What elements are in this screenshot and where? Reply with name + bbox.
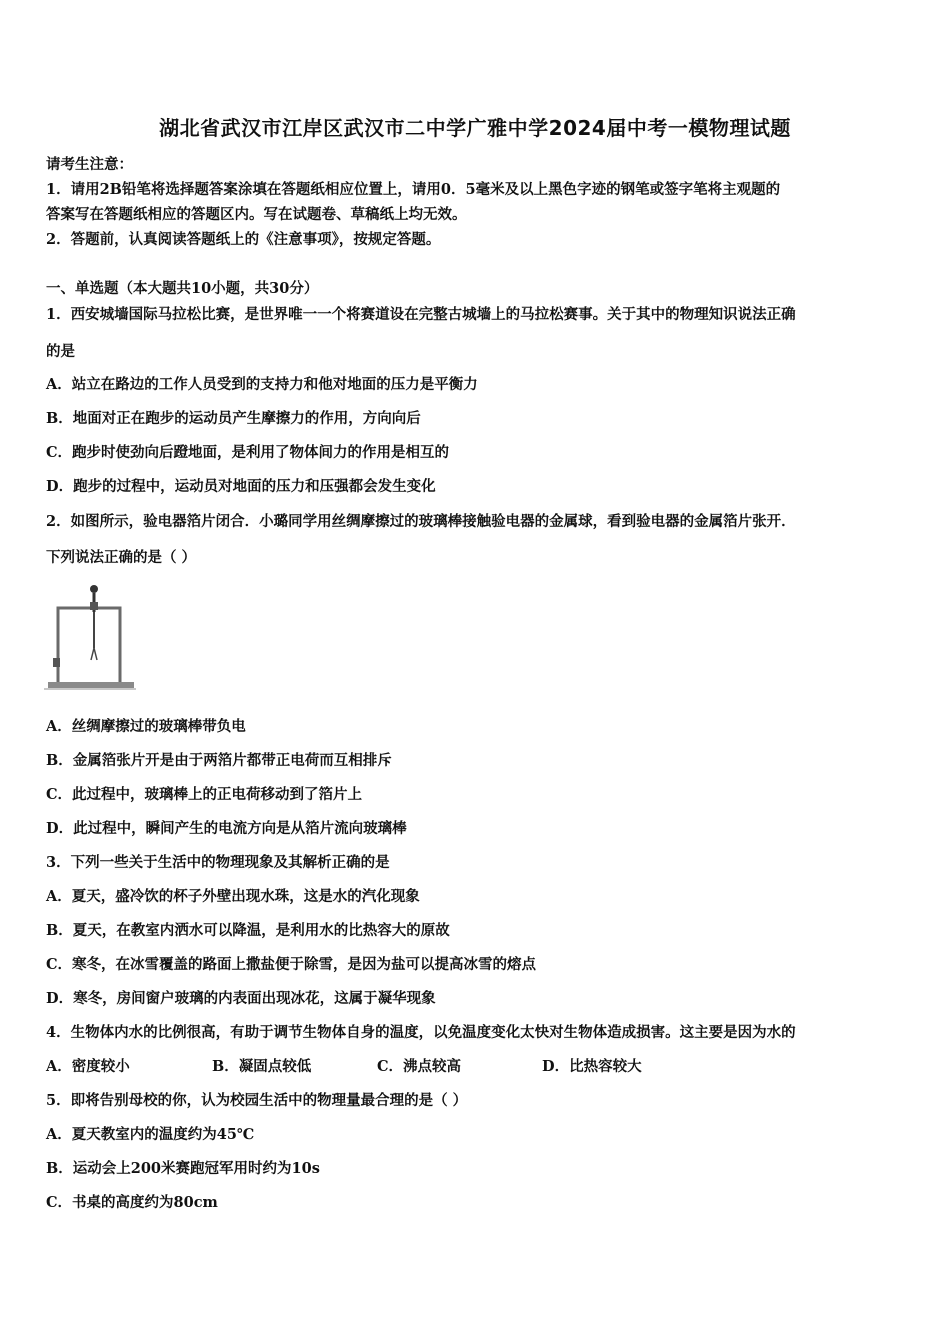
question-stem: 下列说法正确的是（ ） [46,549,197,566]
question-option: A．丝绸摩擦过的玻璃棒带负电 [46,718,246,735]
question-option: D．寒冬，房间窗户玻璃的内表面出现冰花，这属于凝华现象 [46,990,436,1007]
question-option: B．运动会上200米赛跑冠军用时约为10s [46,1160,320,1177]
electroscope-frame [58,608,120,684]
question-option: C．此过程中，玻璃棒上的正电荷移动到了箔片上 [46,786,363,803]
exam-title: 湖北省武汉市江岸区武汉市二中学广雅中学2024届中考一模物理试题 [159,116,791,140]
notice-item: 1．请用2B铅笔将选择题答案涂填在答题纸相应位置上，请用0．5毫米及以上黑色字迹的钢笔或签字笔将主观题的 [46,181,781,198]
question-stem: 的是 [46,343,75,360]
electroscope-figure [44,578,136,694]
question-option: C．跑步时使劲向后蹬地面，是利用了物体间力的作用是相互的 [46,444,450,461]
question-option: B．凝固点较低 [212,1058,312,1075]
question-option: D．跑步的过程中，运动员对地面的压力和压强都会发生变化 [46,478,436,495]
question-stem: 1．西安城墙国际马拉松比赛，是世界唯一一个将赛道设在完整古城墙上的马拉松赛事。关于其中的物理知识说法正确 [46,306,796,323]
question-option: B．夏天，在教室内洒水可以降温，是利用水的比热容大的原故 [46,922,450,939]
question-options-row [46,1055,642,1076]
electroscope-terminal [53,658,60,667]
electroscope-base [48,682,134,688]
electroscope-leaf-right [94,648,97,660]
electroscope-leaf-left [91,648,94,660]
question-option: B．金属箔张片开是由于两箔片都带正电荷而互相排斥 [46,752,392,769]
question-option: C．寒冬，在冰雪覆盖的路面上撒盐便于除雪，是因为盐可以提高冰雪的熔点 [46,956,537,973]
notice-heading: 请考生注意： [46,156,133,173]
electroscope-base-shadow [44,688,136,690]
question-stem: 4．生物体内水的比例很高，有助于调节生物体自身的温度，以免温度变化太快对生物体造成损害。这主要是因为水的 [46,1024,796,1041]
question-option: D．比热容较大 [542,1058,642,1075]
section-heading: 一、单选题（本大题共10小题，共30分） [46,280,319,297]
question-option: D．此过程中，瞬间产生的电流方向是从箔片流向玻璃棒 [46,820,407,837]
question-stem: 2．如图所示，验电器箔片闭合．小璐同学用丝绸摩擦过的玻璃棒接触验电器的金属球，看到验电器的金属箔片张开． [46,513,796,530]
question-option: A．密度较小 [46,1058,130,1075]
question-stem: 5．即将告别母校的你，认为校园生活中的物理量最合理的是（ ） [46,1092,468,1109]
question-option: C．书桌的高度约为80cm [46,1194,218,1211]
notice-item: 2．答题前，认真阅读答题纸上的《注意事项》，按规定答题。 [46,231,441,248]
question-option: A．夏天教室内的温度约为45℃ [46,1126,255,1143]
notice-item: 答案写在答题纸相应的答题区内。写在试题卷、草稿纸上均无效。 [46,206,467,223]
question-stem: 3．下列一些关于生活中的物理现象及其解析正确的是 [46,854,390,871]
electroscope-metal-ball [90,585,98,593]
electroscope-stopper [90,602,98,610]
question-option: A．站立在路边的工作人员受到的支持力和他对地面的压力是平衡力 [46,376,478,393]
question-option: A．夏天，盛冷饮的杯子外壁出现水珠，这是水的汽化现象 [46,888,420,905]
question-option: C．沸点较高 [377,1058,462,1075]
question-option: B．地面对正在跑步的运动员产生摩擦力的作用，方向向后 [46,410,421,427]
